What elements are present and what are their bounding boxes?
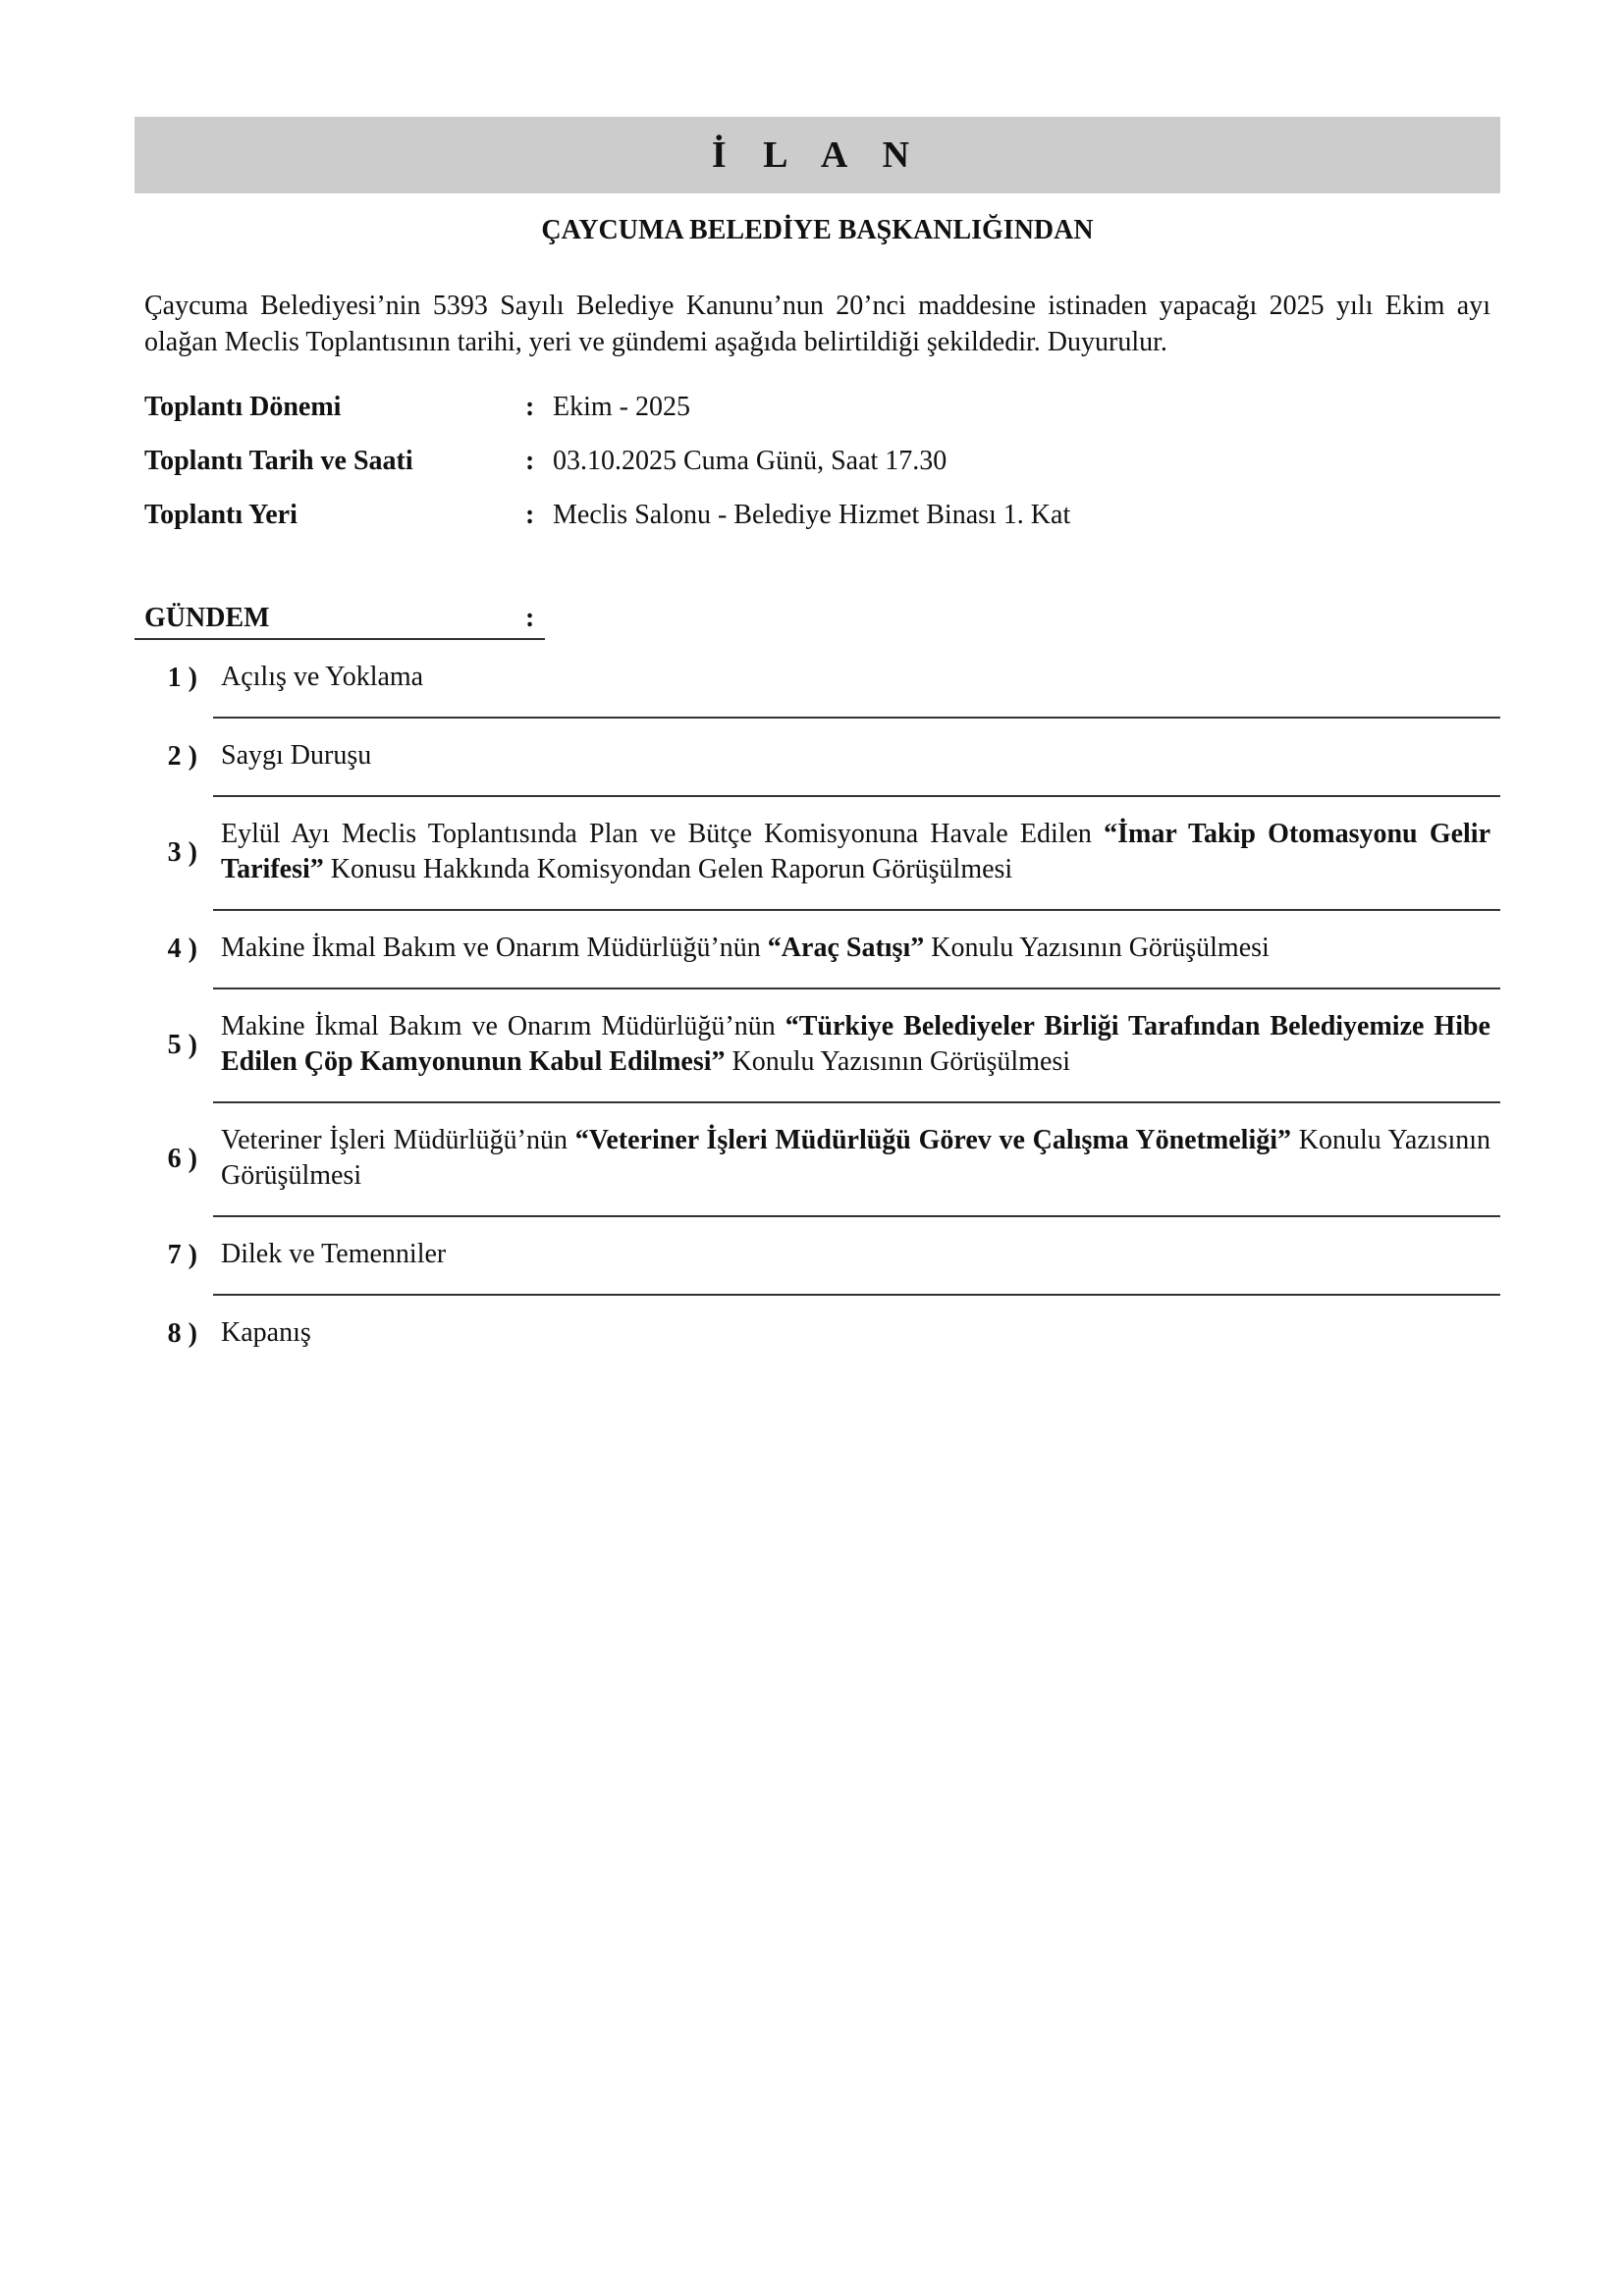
meta-value: Ekim - 2025 <box>553 391 690 422</box>
agenda-text-bold: “Araç Satışı” <box>767 933 925 963</box>
agenda-header <box>135 599 545 640</box>
agenda-item <box>167 797 1500 911</box>
agenda-text-post: Konulu Yazısının Görüşülmesi <box>924 933 1270 963</box>
agenda-number: 5 ) <box>167 1030 197 1060</box>
agenda-text-pre: Makine İkmal Bakım ve Onarım Müdürlüğü’nün <box>221 933 768 963</box>
meta-value: 03.10.2025 Cuma Günü, Saat 17.30 <box>553 445 947 476</box>
agenda-item <box>167 719 1500 797</box>
meta-row <box>135 380 1500 434</box>
meeting-info <box>135 380 1500 542</box>
agenda-text-pre: Kapanış <box>221 1317 311 1348</box>
meta-row <box>135 434 1500 488</box>
agenda-number: 2 ) <box>167 741 197 772</box>
subtitle: ÇAYCUMA BELEDİYE BAŞKANLIĞINDAN <box>541 215 1094 245</box>
meta-label: Toplantı Tarih ve Saati <box>144 445 413 476</box>
agenda-text <box>221 719 1500 795</box>
agenda-text-post: Konulu Yazısının Görüşülmesi <box>725 1046 1071 1077</box>
agenda-text-bold: “Türkiye Belediyeler Birliği Tarafından Belediyemize Hibe Edilen Çöp Kamyonunun Kabul Edilmesi” <box>221 1011 1490 1077</box>
agenda-text-pre: Dilek ve Temenniler <box>221 1239 447 1269</box>
agenda-colon: : <box>525 603 535 633</box>
agenda-list <box>135 640 1500 1372</box>
meta-label: Toplantı Dönemi <box>144 391 342 422</box>
meta-row <box>135 488 1500 542</box>
agenda-number: 7 ) <box>167 1240 197 1270</box>
agenda-item <box>167 1103 1500 1217</box>
agenda-text-pre: Saygı Duruşu <box>221 740 372 771</box>
agenda-number: 6 ) <box>167 1144 197 1174</box>
agenda-text-pre: Açılış ve Yoklama <box>221 662 424 692</box>
agenda-number: 3 ) <box>167 837 197 868</box>
meta-colon: : <box>525 391 535 422</box>
agenda-number: 4 ) <box>167 934 197 964</box>
agenda-item <box>167 640 1500 719</box>
agenda-text-bold: “Veteriner İşleri Müdürlüğü Görev ve Çalışma Yönetmeliği” <box>574 1125 1292 1155</box>
agenda-item <box>167 1296 1500 1372</box>
banner <box>135 117 1500 193</box>
agenda-text <box>221 640 1500 717</box>
agenda-text-pre: Makine İkmal Bakım ve Onarım Müdürlüğü’nün <box>221 1011 785 1041</box>
agenda-text <box>221 1103 1500 1215</box>
agenda-label: GÜNDEM <box>144 603 270 633</box>
agenda-text-bold: “İmar Takip Otomasyonu Gelir Tarifesi” <box>221 819 1491 884</box>
intro-paragraph: Çaycuma Belediyesi’nin 5393 Sayılı Belediye Kanunu’nun 20’nci maddesine istinaden yapacağı 2025 yılı Ekim ayı olağan Meclis Toplantısının tarihi, yeri ve gündemi aşağıda belirtildiği şekildedir. Duyurulur. <box>144 291 1490 357</box>
agenda-number: 8 ) <box>167 1318 197 1349</box>
agenda-text <box>221 1296 1500 1372</box>
banner-title: İ L A N <box>711 134 924 176</box>
agenda-text <box>221 1217 1500 1294</box>
agenda-text-pre: Eylül Ayı Meclis Toplantısında Plan ve Bütçe Komisyonuna Havale Edilen <box>221 819 1105 849</box>
agenda-number: 1 ) <box>167 663 197 693</box>
agenda-item <box>167 911 1500 989</box>
agenda-item <box>167 989 1500 1103</box>
meta-colon: : <box>525 499 535 530</box>
agenda-text-post: Konulu Yazısının Görüşülmesi <box>221 1125 1490 1191</box>
document-page <box>135 117 1500 1372</box>
agenda-text-post: Konusu Hakkında Komisyondan Gelen Raporun Görüşülmesi <box>323 854 1013 884</box>
agenda-text-pre: Veteriner İşleri Müdürlüğü’nün <box>221 1125 575 1155</box>
agenda-text <box>221 911 1500 988</box>
meta-label: Toplantı Yeri <box>144 499 298 530</box>
meta-value: Meclis Salonu - Belediye Hizmet Binası 1. Kat <box>553 499 1071 530</box>
agenda-item <box>167 1217 1500 1296</box>
meta-colon: : <box>525 445 535 476</box>
agenda-text <box>221 989 1500 1101</box>
agenda-text <box>221 797 1500 909</box>
